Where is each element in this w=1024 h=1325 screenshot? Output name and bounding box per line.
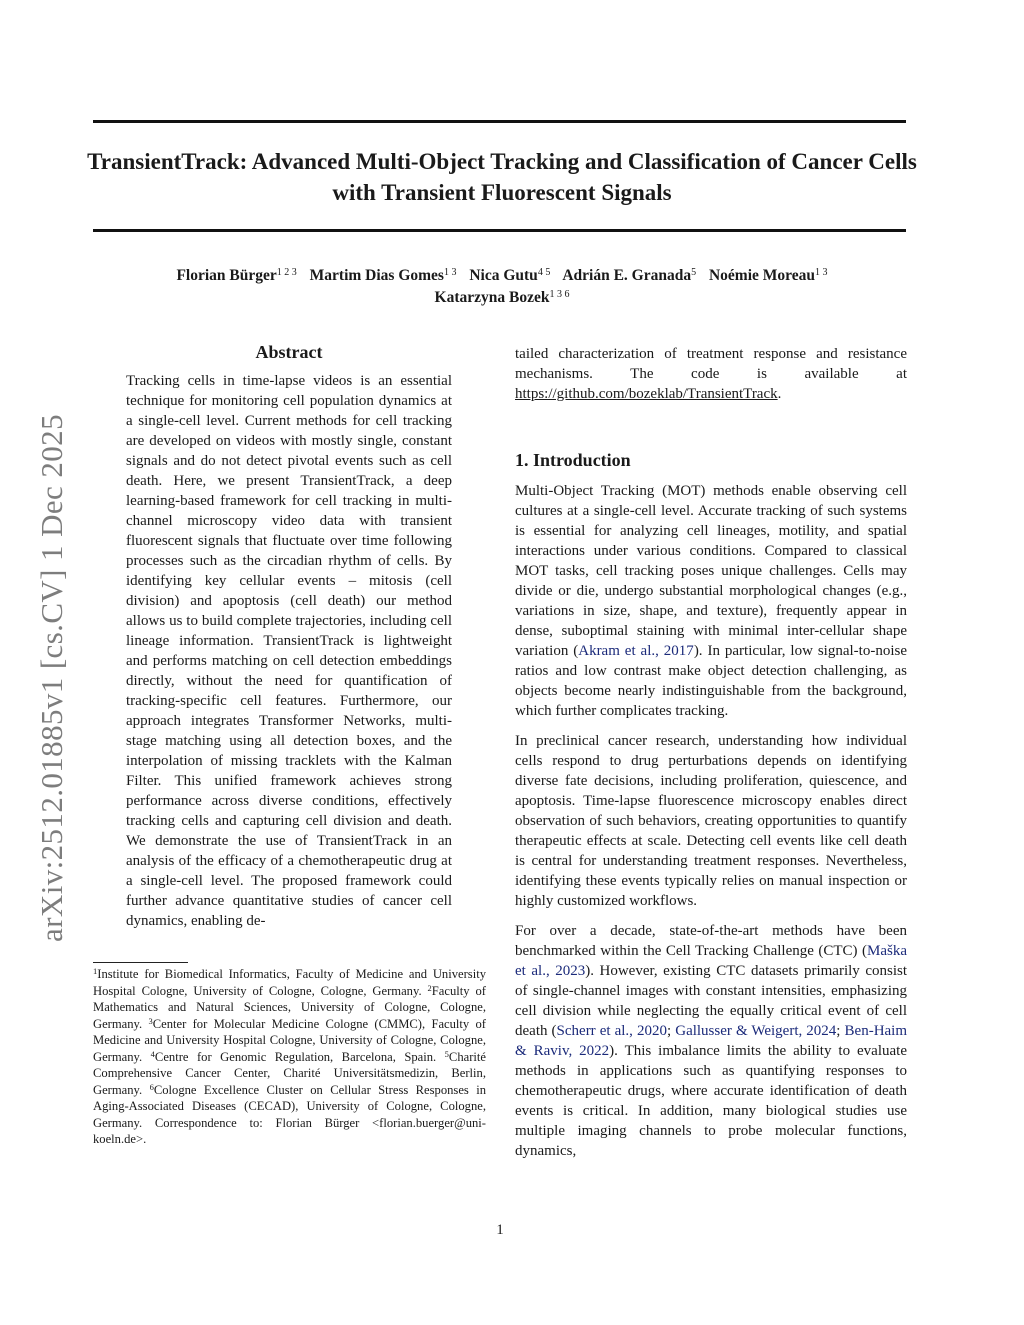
title-bottom-rule bbox=[93, 229, 906, 232]
footnote-mark: 4 bbox=[150, 1048, 155, 1059]
left-column bbox=[126, 340, 452, 931]
author-affiliations: 1 3 bbox=[443, 267, 457, 278]
author-name: Noémie Moreau bbox=[708, 267, 816, 284]
author-affiliations: 1 2 3 bbox=[276, 267, 297, 278]
author-list bbox=[70, 265, 934, 309]
citation-link[interactable]: Scherr et al., 2020 bbox=[556, 1023, 667, 1039]
introduction-heading: 1. Introduction bbox=[515, 450, 631, 470]
footnote-mark: 6 bbox=[149, 1081, 154, 1092]
footnote-part: Charité Comprehensive Cancer Center, Charité Universitätsmedizin, Berlin, Germany. bbox=[93, 1049, 486, 1097]
author-affiliations: 1 3 6 bbox=[549, 289, 570, 300]
citation-link[interactable]: Gallusser & Weigert, 2024 bbox=[675, 1023, 837, 1039]
intro-paragraph-1 bbox=[515, 481, 907, 721]
arxiv-identifier-stamp: arXiv:2512.01885v1 [cs.CV] 1 Dec 2025 bbox=[34, 414, 69, 942]
citation-separator: ; bbox=[836, 1023, 845, 1039]
footnote-mark: 5 bbox=[444, 1048, 449, 1059]
intro-paragraph-2: In preclinical cancer research, understanding how individual cells respond to drug perturbations depends on identifying diverse fate decisions, including proliferation, quiescence, and apoptosis. Time-lapse fluorescence microscopy enables direct observation of such behaviors, creating opportunities to quantify therapeutic effects at scale. Detecting cell events like cell death is central for understanding treatment responses. Nevertheless, identifying these events typically relies on manual inspection or highly customized workflows. bbox=[515, 733, 907, 909]
title-top-rule bbox=[93, 120, 906, 123]
affiliations-footnote bbox=[93, 966, 486, 1148]
author-affiliations: 5 bbox=[691, 267, 697, 278]
author-name: Florian Bürger bbox=[176, 267, 277, 284]
code-repository-link[interactable]: https://github.com/bozeklab/TransientTrack bbox=[515, 386, 778, 402]
intro-text: ). However, existing CTC datasets primarily consist of single-channel images with constant intensities, emphasizing cell division while neglecting the equally critical event of cell death ( bbox=[515, 963, 907, 1039]
abstract-end-punct: . bbox=[777, 386, 782, 402]
footnote-part: Faculty of Mathematics and Natural Sciences, University of Cologne, Cologne, Germany. bbox=[93, 983, 486, 1031]
footnote-rule bbox=[93, 962, 188, 963]
abstract-continuation bbox=[515, 344, 907, 404]
footnote-mark: 1 bbox=[93, 966, 98, 976]
author-affiliations: 1 3 bbox=[815, 267, 828, 278]
citation-link[interactable]: Maška et al., 2023 bbox=[515, 943, 907, 979]
author-affiliations: 4 5 bbox=[537, 267, 551, 278]
paper-title: TransientTrack: Advanced Multi-Object Tracking and Classification of Cancer Cells with Transient Fluorescent Signals bbox=[87, 149, 917, 205]
author-name: Nica Gutu bbox=[469, 267, 538, 284]
page-number: 1 bbox=[496, 1222, 504, 1238]
citation-link[interactable]: Ben-Haim & Raviv, 2022 bbox=[515, 1023, 908, 1059]
intro-text: Multi-Object Tracking (MOT) methods enable observing cell cultures at a single-cell level. Accurate tracking of such systems is essential for analyzing cell lineages, motility, and spatial interactions under various conditions. Compared to classical MOT tasks, cell tracking poses unique challenges. Cells may divide or die, undergo substantial morphological changes (e.g., variations in size, shape, and texture), frequently appear in dense, suboptimal staining with minimal inter-cellular shape variation ( bbox=[515, 483, 907, 659]
abstract-heading: Abstract bbox=[255, 342, 323, 362]
intro-text: ). In particular, low signal-to-noise ratios and low contrast make object detection challenging, as objects become nearly indistinguishable from the background, which further complicates tracking. bbox=[515, 643, 907, 719]
footnote-part: Institute for Biomedical Informatics, Faculty of Medicine and University Hospital Cologne, University of Cologne, Cologne, Germany. bbox=[93, 967, 486, 998]
right-column bbox=[515, 344, 907, 1161]
footnote-mark: 3 bbox=[148, 1015, 153, 1026]
footnote-part: Cologne Excellence Cluster on Cellular Stress Responses in Aging-Associated Diseases (CECAD), University of Cologne, Cologne, Germany. Correspondence to: Florian Bürger <florian.buerger@uni-koeln.de>. bbox=[93, 1082, 487, 1146]
footnote-part: Centre for Genomic Regulation, Barcelona, Spain. bbox=[154, 1049, 445, 1064]
abstract-text: Tracking cells in time-lapse videos is an essential technique for monitoring cell population dynamics at a single-cell level. Current methods for cell tracking are developed on videos with mostly single, constant signals and do not detect pivotal events such as cell death. Here, we present TransientTrack, a deep learning-based framework for cell tracking in multi-channel microscopy video data with transient fluorescent signals that fluctuate over time following processes such as the circadian rhythm of cells. By identifying key cellular events – mitosis (cell division) and apoptosis (cell death) our method allows us to build complete trajectories, including cell lineage information. TransientTrack is lightweight and performs matching on cell detection embeddings directly, without the need for quantification of tracking-specific cell features. Furthermore, our approach integrates Transformer Networks, multi-stage matching using all detection boxes, and the interpolation of missing tracklets with the Kalman Filter. This unified framework achieves strong performance across diverse conditions, effectively tracking cells and capturing cell division and death. We demonstrate the use of TransientTrack in an analysis of the efficacy of a chemotherapeutic drug at a single-cell level. The proposed framework could further advance quantitative studies of cancer cell dynamics, enabling de- bbox=[126, 373, 452, 929]
citation-link[interactable]: Akram et al., 2017 bbox=[578, 643, 694, 659]
intro-text: ). This imbalance limits the ability to evaluate methods in applications such as quantifying responses to chemotherapeutic drugs, where accurate identification of death events is critical. In addition, many biological studies use multiple imaging channels to probe molecular functions, dynamics, bbox=[515, 1043, 907, 1159]
footnote-mark: 2 bbox=[427, 982, 432, 993]
author-name: Adrián E. Granada bbox=[562, 267, 692, 284]
footnote-part: Center for Molecular Medicine Cologne (CMMC), Faculty of Medicine and University Hospital Cologne, University of Cologne, Cologne, Germany. bbox=[93, 1016, 486, 1064]
abstract-continuation-text: tailed characterization of treatment response and resistance mechanisms. The code is available at bbox=[515, 346, 907, 382]
citation-separator: ; bbox=[667, 1023, 676, 1039]
author-name: Martim Dias Gomes bbox=[309, 267, 444, 284]
author-name: Katarzyna Bozek bbox=[434, 289, 550, 306]
intro-text: For over a decade, state-of-the-art methods have been benchmarked within the Cell Tracking Challenge (CTC) ( bbox=[515, 923, 907, 959]
intro-paragraph-3 bbox=[515, 921, 907, 1161]
